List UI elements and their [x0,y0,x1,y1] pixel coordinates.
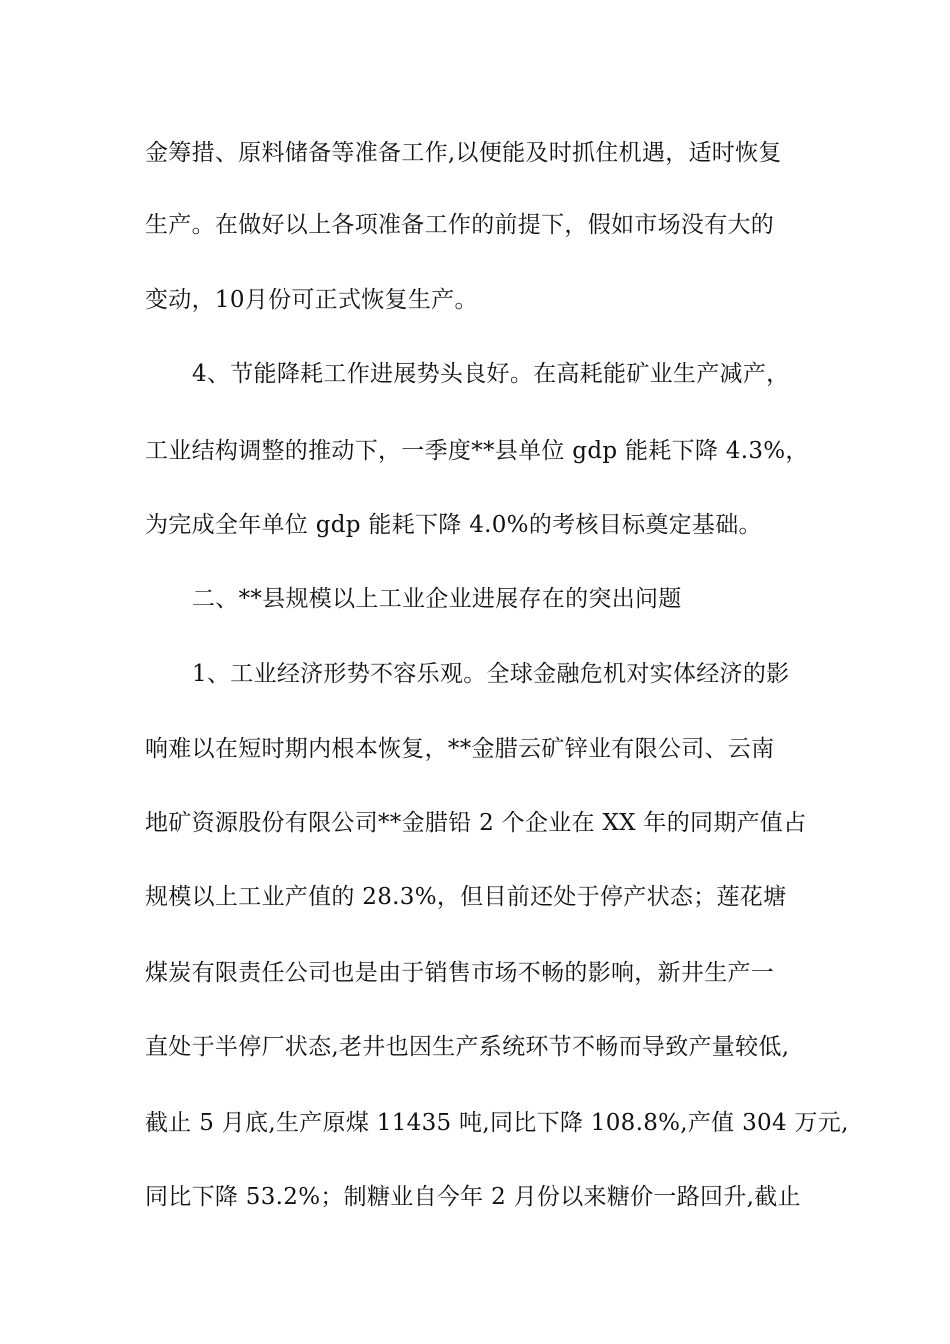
text-line: 金筹措、原料储备等准备工作,以便能及时抓住机遇，适时恢复 [145,140,782,166]
paragraph-first-line: 1、工业经济形势不容乐观。全球金融危机对实体经济的影 [192,661,790,687]
text-line: 工业结构调整的推动下，一季度**县单位 gdp 能耗下降 4.3%， [145,438,809,464]
text-line: 地矿资源股份有限公司**金腊铅 2 个企业在 XX 年的同期产值占 [145,810,807,836]
text-line: 变动，10月份可正式恢复生产。 [145,287,478,313]
text-line: 同比下降 53.2%；制糖业自今年 2 月份以来糖价一路回升,截止 [145,1184,801,1210]
text-line: 直处于半停厂状态,老井也因生产系统环节不畅而导致产量较低, [145,1034,790,1060]
text-line: 生产。在做好以上各项准备工作的前提下，假如市场没有大的 [145,212,775,238]
text-line: 煤炭有限责任公司也是由于销售市场不畅的影响，新井生产一 [145,960,775,986]
section-heading: 二、**县规模以上工业企业进展存在的突出问题 [192,586,682,612]
text-line: 截止 5 月底,生产原煤 11435 吨,同比下降 108.8%,产值 304 万元, [145,1110,849,1136]
text-line: 规模以上工业产值的 28.3%，但目前还处于停产状态；莲花塘 [145,884,787,910]
text-line: 为完成全年单位 gdp 能耗下降 4.0%的考核目标奠定基础。 [145,512,762,538]
text-line: 响难以在短时期内根本恢复，**金腊云矿锌业有限公司、云南 [145,736,775,762]
paragraph-first-line: 4、节能降耗工作进展势头良好。在高耗能矿业生产减产， [192,361,790,387]
